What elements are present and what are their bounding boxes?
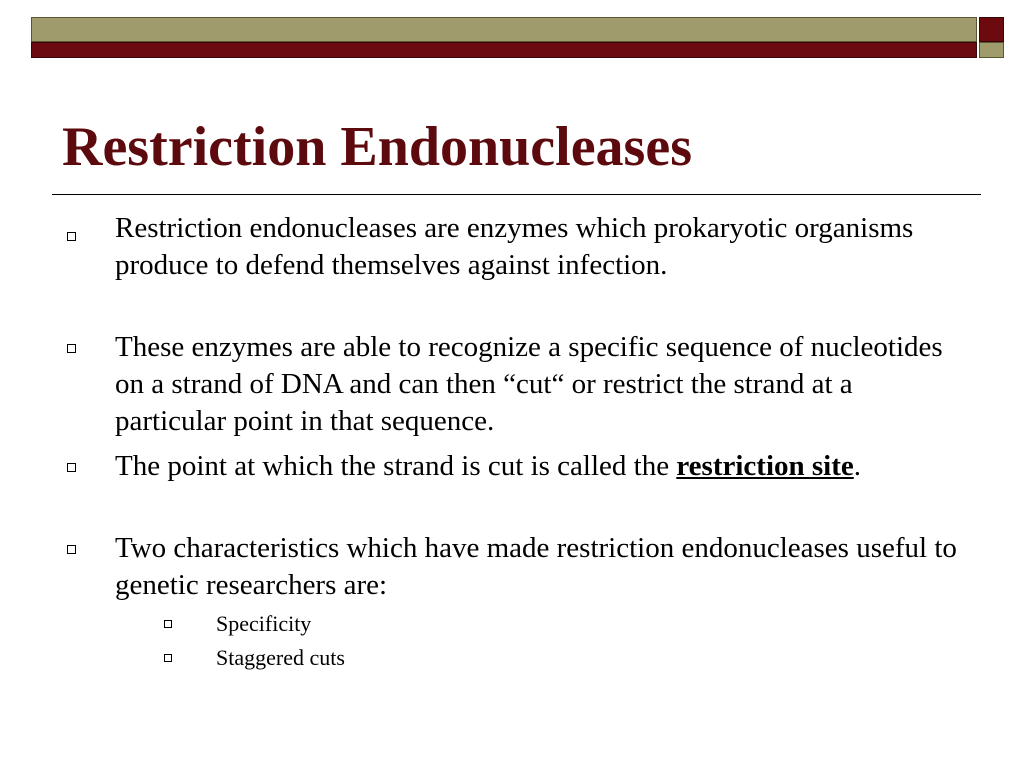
bullet-text-before: The point at which the strand is cut is called the [115,450,677,482]
square-bullet-icon [67,463,76,472]
bullet-text: Two characteristics which have made restriction endonucleases useful to genetic researchers are: [115,532,957,601]
bullet-text: These enzymes are able to recognize a specific sequence of nucleotides on a strand of DNA and can then “cut“ or restrict the strand at a particular point in that sequence. [115,331,943,437]
restriction-site-term: restriction site [676,450,854,482]
slide-title: Restriction Endonucleases [62,116,692,178]
square-bullet-icon [67,344,76,353]
bullet-text: Restriction endonucleases are enzymes which prokaryotic organisms produce to defend themselves against infection. [115,212,914,281]
header-corner-maroon [979,17,1004,42]
title-divider [52,194,981,195]
bullet-text [115,448,965,485]
square-bullet-icon [164,654,172,662]
header-band-maroon [31,42,977,58]
bullet-text-after: . [853,450,862,482]
header-band-olive [31,17,977,42]
header-corner-olive [979,42,1004,58]
sub-bullet-text: Staggered cuts [216,645,345,670]
square-bullet-icon [67,232,76,241]
square-bullet-icon [164,620,172,628]
sub-bullet-text: Specificity [216,611,312,636]
square-bullet-icon [67,545,76,554]
